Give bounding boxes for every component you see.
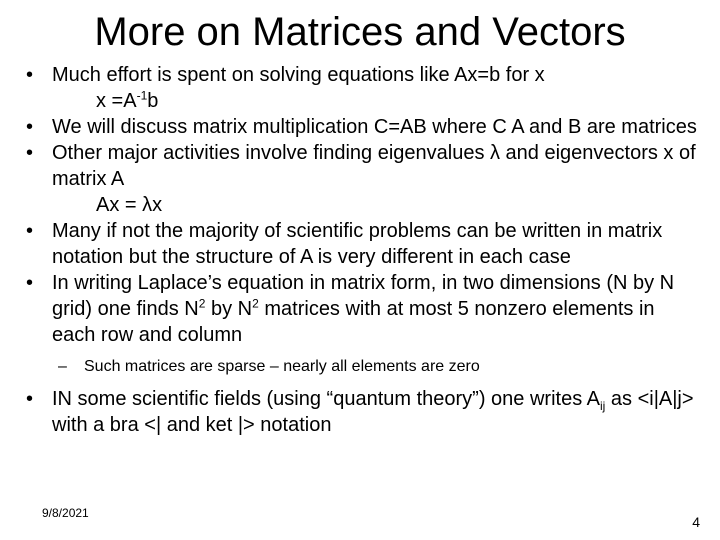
bullet-item-5 <box>26 270 698 348</box>
bullet-list <box>26 62 698 438</box>
bullet-marker: • <box>26 142 34 164</box>
formula-eigen: Ax = λx <box>96 194 163 216</box>
bullet-text: Much effort is spent on solving equations like Ax=b for x <box>52 64 545 86</box>
bullet-text: IN some scientific fields (using “quantum theory”) one writes $A_{ij}$ as <i|A|j> with a bra <| and ket |> notation <box>52 388 694 436</box>
bullet-item-6 <box>26 386 698 438</box>
bullet-marker: • <box>26 388 34 410</box>
bullet-marker: • <box>26 64 34 86</box>
bullet-marker: • <box>26 116 34 138</box>
bullet-text: In writing Laplace’s equation in matrix form, in two dimensions (N by N grid) one finds $N^2$ by $N^2$ matrices with at most 5 nonzero elements in each row and column <box>52 272 675 346</box>
formula-inverse: $x =A^{-1}b$ <box>96 88 159 112</box>
bullet-marker: • <box>26 272 34 294</box>
bullet-marker: • <box>26 220 34 242</box>
sub-bullet-text: Such matrices are sparse – nearly all elements are zero <box>84 358 480 375</box>
bullet-text: Many if not the majority of scientific problems can be written in matrix notation but the structure of A is very different in each case <box>52 220 663 268</box>
footer-date: 9/8/2021 <box>42 506 89 520</box>
bullet-item-4 <box>26 218 698 270</box>
bullet-item-2 <box>26 114 698 140</box>
bullet-text: We will discuss matrix multiplication C=AB where C A and B are matrices <box>52 116 697 138</box>
bullet-item-1 <box>26 62 698 114</box>
sub-bullet-marker: – <box>58 358 67 375</box>
bullet-text: Other major activities involve finding eigenvalues λ and eigenvectors x of matrix A <box>52 142 696 190</box>
page-number: 4 <box>692 514 700 530</box>
slide-title: More on Matrices and Vectors <box>94 10 626 54</box>
bullet-item-3 <box>26 140 698 218</box>
sub-bullet-item <box>26 356 698 378</box>
